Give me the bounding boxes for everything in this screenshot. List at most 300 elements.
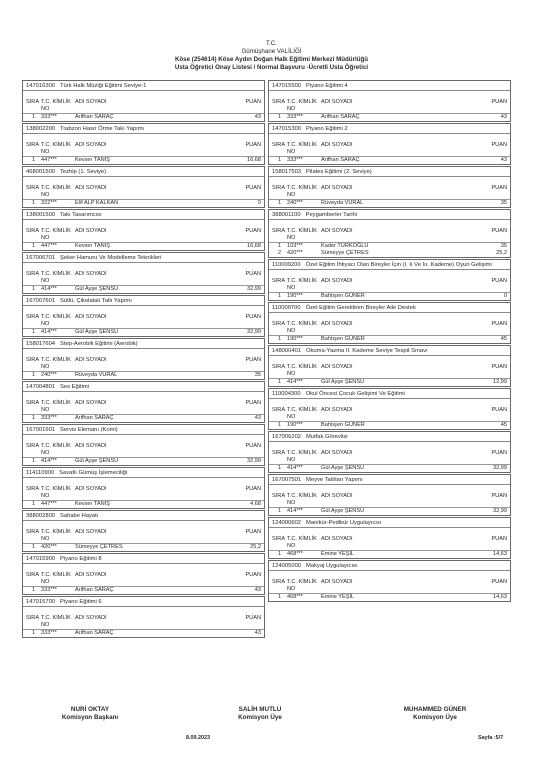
header-sira: SIRA	[272, 99, 286, 105]
course-title	[269, 561, 510, 571]
course-box	[22, 381, 265, 423]
course-name: Savatlı Gümüş İşlemeciliği	[59, 470, 128, 476]
document-date: 8.09.2023	[186, 735, 210, 741]
table-row	[23, 501, 264, 508]
course-box	[268, 80, 511, 122]
course-name: Özel Eğitim İhtiyacı Olan Bireyler İçin (I. Iı Ve Iıı. Kademe) Oyun Gelişimi	[305, 262, 492, 268]
cell-puan: 0	[503, 293, 507, 299]
column-header-row	[23, 142, 264, 157]
course-name: Mutfak Görevlisi	[306, 434, 348, 440]
header-ad: ADI SOYADI	[321, 278, 353, 284]
cell-ad: Gül Ayşe ŞENSU	[321, 465, 365, 471]
column-header-row	[269, 142, 510, 157]
header-puan: PUAN	[491, 185, 507, 191]
cell-tc: 190***	[287, 293, 303, 299]
header-puan: PUAN	[245, 443, 261, 449]
cell-tc: 447***	[41, 243, 57, 249]
cell-tc: 333***	[41, 114, 57, 120]
course-code: 468001500	[26, 169, 56, 175]
course-code: 147015500	[272, 83, 302, 89]
course-code: 167001601	[26, 427, 56, 433]
course-box	[22, 252, 265, 294]
header-ad: ADI SOYADI	[75, 185, 107, 191]
cell-tc: 103***	[287, 243, 303, 249]
course-code: 138001500	[26, 212, 56, 218]
course-title	[23, 253, 264, 263]
course-code: 147015900	[26, 556, 56, 562]
header-sira: SIRA	[272, 228, 286, 234]
header-puan: PUAN	[245, 486, 261, 492]
header-tc: T.C. KİMLİK NO	[287, 536, 317, 549]
header-ad: ADI SOYADI	[321, 364, 353, 370]
signature-2	[210, 706, 310, 722]
header-ad: ADI SOYADI	[75, 142, 107, 148]
cell-tc: 414***	[287, 508, 303, 514]
cell-tc: 414***	[41, 458, 57, 464]
header-sira: SIRA	[272, 493, 286, 499]
header-ad: ADI SOYADI	[75, 228, 107, 234]
column-header-row	[269, 450, 510, 465]
course-box	[268, 259, 511, 301]
table-row	[23, 372, 264, 379]
header-sira: SIRA	[272, 142, 286, 148]
course-box	[268, 345, 511, 387]
signature-name: NURİ OKTAY	[70, 706, 110, 713]
course-code: 147015700	[26, 599, 56, 605]
header-ad: ADI SOYADI	[75, 271, 107, 277]
cell-ad: Gül Ayşe ŞENSU	[321, 379, 365, 385]
column-header-row	[23, 486, 264, 501]
course-box	[22, 166, 265, 208]
header-puan: PUAN	[245, 314, 261, 320]
course-box	[268, 166, 511, 208]
course-name: Pilates Eğitimi (2. Seviye)	[306, 169, 372, 175]
course-code: 147016300	[26, 83, 56, 89]
table-row	[269, 200, 510, 207]
column-header-row	[23, 314, 264, 329]
cell-ad: Gül Ayşe ŞENSU	[321, 508, 365, 514]
header-sira: SIRA	[26, 615, 40, 621]
column-header-row	[269, 228, 510, 243]
course-box	[22, 467, 265, 509]
column-header-row	[23, 99, 264, 114]
header-puan: PUAN	[491, 407, 507, 413]
course-title	[269, 260, 510, 270]
course-title	[269, 124, 510, 134]
table-row	[23, 157, 264, 164]
cell-puan: 14,63	[493, 551, 507, 557]
cell-tc: 240***	[287, 200, 303, 206]
cell-sira: 1	[31, 501, 36, 507]
header-puan: PUAN	[491, 321, 507, 327]
header-sira: SIRA	[272, 407, 286, 413]
header-puan: PUAN	[245, 271, 261, 277]
header-sira: SIRA	[272, 450, 286, 456]
cell-sira: 2	[277, 250, 282, 256]
course-code: 167007501	[272, 477, 302, 483]
header-tc: T.C. KİMLİK NO	[41, 572, 71, 585]
signature-name: SALİH MUTLU	[238, 706, 282, 713]
course-name: Takı Tasarımcısı	[60, 212, 102, 218]
cell-puan: 4,68	[250, 501, 261, 507]
column-header-row	[269, 99, 510, 114]
header-tc: T.C. KİMLİK NO	[41, 529, 71, 542]
cell-ad: Gül Ayşe ŞENSU	[75, 286, 119, 292]
course-code: 147015300	[272, 126, 302, 132]
column-header-row	[23, 271, 264, 286]
signature-role: Komisyon Üye	[238, 714, 282, 721]
cell-tc: 468***	[287, 551, 303, 557]
header-sira: SIRA	[272, 321, 286, 327]
header-tc: T.C. KİMLİK NO	[287, 228, 317, 241]
course-title	[23, 554, 264, 564]
cell-puan: 43	[254, 630, 261, 636]
header-sira: SIRA	[26, 443, 40, 449]
header-ad: ADI SOYADI	[321, 185, 353, 191]
course-code: 148000401	[272, 348, 302, 354]
course-name: Manikür-Pedikür Uygulayıcısı	[306, 520, 382, 526]
cell-puan: 32,99	[493, 465, 507, 471]
course-box	[22, 209, 265, 251]
cell-sira: 1	[31, 544, 36, 550]
cell-ad: Rüveyda VURAL	[321, 200, 364, 206]
course-box	[22, 596, 265, 638]
column-header-row	[23, 443, 264, 458]
cell-puan: 43	[500, 157, 507, 163]
column-header-row	[23, 400, 264, 415]
cell-puan: 32,99	[247, 329, 261, 335]
course-name: Piyano Eğitimi 4	[306, 83, 348, 89]
header-tc: T.C. KİMLİK NO	[41, 357, 71, 370]
header-ad: ADI SOYADI	[75, 357, 107, 363]
header-ad: ADI SOYADI	[321, 228, 353, 234]
course-title	[23, 210, 264, 220]
cell-ad: Bahtışen GÜNER	[321, 422, 365, 428]
table-row	[23, 587, 264, 594]
column-header-row	[269, 321, 510, 336]
header-puan: PUAN	[491, 364, 507, 370]
header-ad: ADI SOYADI	[321, 450, 353, 456]
course-name: Step-Aerobik Eğitimi (Aerobik)	[60, 341, 138, 347]
course-name: Okul Öncesi Çocuk Gelişimi Ve Eğitimi	[305, 391, 405, 397]
cell-sira: 1	[277, 243, 282, 249]
cell-sira: 1	[277, 594, 282, 600]
header-tc: T.C. KİMLİK NO	[41, 228, 71, 241]
header-sira: SIRA	[26, 400, 40, 406]
header-tc: T.C. KİMLİK NO	[41, 314, 71, 327]
cell-tc: 333***	[41, 415, 57, 421]
course-box	[22, 80, 265, 122]
cell-sira: 1	[277, 508, 282, 514]
cell-tc: 468***	[287, 594, 303, 600]
header-tc: T.C. KİMLİK NO	[41, 443, 71, 456]
cell-ad: Rüveyda VURAL	[75, 372, 118, 378]
table-row	[269, 293, 510, 300]
cell-tc: 333***	[287, 114, 303, 120]
course-name: Piyano Eğitimi 6	[60, 599, 102, 605]
header-line-1: T.C.	[266, 40, 277, 47]
cell-tc: 333***	[41, 630, 57, 636]
cell-ad: Kevser TANIŞ	[75, 157, 110, 163]
cell-sira: 1	[277, 465, 282, 471]
table-row	[23, 458, 264, 465]
course-code: 167007601	[26, 298, 56, 304]
course-box	[22, 510, 265, 552]
header-tc: T.C. KİMLİK NO	[41, 99, 71, 112]
header-puan: PUAN	[491, 493, 507, 499]
course-name: Şeker Hamuru Ve Modelleme Teknikleri	[60, 255, 162, 261]
cell-puan: 45	[500, 422, 507, 428]
cell-puan: 43	[254, 114, 261, 120]
course-title	[23, 296, 264, 306]
column-header-row	[269, 407, 510, 422]
course-title	[269, 389, 510, 399]
header-ad: ADI SOYADI	[75, 400, 107, 406]
document-header	[0, 40, 543, 72]
table-row	[269, 114, 510, 121]
header-tc: T.C. KİMLİK NO	[287, 579, 317, 592]
cell-tc: 240***	[41, 372, 57, 378]
column-header-row	[23, 615, 264, 630]
header-puan: PUAN	[245, 357, 261, 363]
header-sira: SIRA	[272, 536, 286, 542]
course-code: 110009200	[272, 262, 301, 268]
header-sira: SIRA	[26, 529, 40, 535]
column-header-row	[23, 185, 264, 200]
cell-puan: 43	[254, 415, 261, 421]
left-column	[22, 80, 265, 639]
header-sira: SIRA	[26, 486, 40, 492]
cell-puan: 43	[254, 587, 261, 593]
course-title	[269, 518, 510, 528]
header-ad: ADI SOYADI	[75, 615, 107, 621]
header-ad: ADI SOYADI	[75, 443, 107, 449]
cell-ad: Kevser TANIŞ	[75, 243, 110, 249]
column-header-row	[23, 228, 264, 243]
cell-ad: Gül Ayşe ŞENSU	[75, 329, 119, 335]
cell-puan: 12,99	[493, 379, 507, 385]
cell-ad: Gül Ayşe ŞENSU	[75, 458, 119, 464]
course-title	[23, 468, 264, 478]
cell-puan: 35	[500, 243, 507, 249]
course-code: 167006701	[26, 255, 56, 261]
cell-ad: Arifhan SARAÇ	[321, 114, 360, 120]
header-sira: SIRA	[26, 142, 40, 148]
column-header-row	[269, 493, 510, 508]
cell-sira: 1	[31, 114, 36, 120]
right-column	[268, 80, 511, 603]
cell-puan: 16,68	[247, 157, 261, 163]
header-sira: SIRA	[26, 185, 40, 191]
header-tc: T.C. KİMLİK NO	[287, 142, 317, 155]
course-code: 388002800	[26, 513, 56, 519]
cell-ad: Emine YEŞİL	[321, 594, 355, 600]
cell-sira: 1	[31, 372, 36, 378]
course-code: 147004801	[26, 384, 56, 390]
header-tc: T.C. KİMLİK NO	[287, 364, 317, 377]
cell-tc: 190***	[287, 422, 303, 428]
cell-ad: Emine YEŞİL	[321, 551, 355, 557]
header-ad: ADI SOYADI	[75, 314, 107, 320]
header-sira: SIRA	[26, 228, 40, 234]
cell-puan: 32,99	[247, 458, 261, 464]
column-header-row	[23, 357, 264, 372]
course-name: Trabzon Hasır Örme Takı Yapımı	[60, 126, 145, 132]
cell-puan: 0	[257, 200, 261, 206]
course-box	[268, 431, 511, 473]
page-number: Sayfa :5/7	[478, 735, 504, 741]
header-puan: PUAN	[491, 450, 507, 456]
cell-puan: 25,2	[250, 544, 261, 550]
header-puan: PUAN	[491, 579, 507, 585]
header-sira: SIRA	[26, 357, 40, 363]
course-title	[23, 382, 264, 392]
course-title	[23, 124, 264, 134]
cell-tc: 333***	[287, 157, 303, 163]
header-line-3: Köse (254614) Köse Aydın Doğan Halk Eğitimi Merkezi Müdürlüğü	[174, 56, 369, 63]
header-tc: T.C. KİMLİK NO	[287, 493, 317, 506]
header-tc: T.C. KİMLİK NO	[287, 99, 317, 112]
course-box	[268, 123, 511, 165]
course-code: 388001100	[272, 212, 301, 218]
course-title	[269, 303, 510, 313]
header-ad: ADI SOYADI	[321, 99, 353, 105]
course-title	[269, 167, 510, 177]
cell-ad: Arifhan SARAÇ	[321, 157, 360, 163]
cell-ad: Arifhan SARAÇ	[75, 114, 114, 120]
course-code: 158017503	[272, 169, 302, 175]
table-row	[269, 250, 510, 257]
header-ad: ADI SOYADI	[321, 493, 353, 499]
course-name: Piyano Eğitimi 8	[60, 556, 102, 562]
table-row	[269, 594, 510, 601]
header-puan: PUAN	[491, 99, 507, 105]
course-title	[269, 432, 510, 442]
header-tc: T.C. KİMLİK NO	[287, 407, 317, 420]
course-title	[23, 81, 264, 91]
cell-puan: 16,68	[247, 243, 261, 249]
header-puan: PUAN	[491, 536, 507, 542]
course-name: Makyaj Uygulayıcısı	[306, 563, 358, 569]
cell-ad: Sümeyye ÇETRES	[75, 544, 123, 550]
table-row	[269, 422, 510, 429]
cell-tc: 447***	[41, 501, 57, 507]
header-sira: SIRA	[272, 579, 286, 585]
cell-ad: Bahtışen GÜNER	[321, 336, 365, 342]
course-box	[268, 517, 511, 559]
course-title	[23, 597, 264, 607]
course-code: 124000602	[272, 520, 302, 526]
table-row	[269, 157, 510, 164]
column-header-row	[269, 364, 510, 379]
cell-tc: 420***	[287, 250, 303, 256]
header-ad: ADI SOYADI	[321, 321, 353, 327]
cell-puan: 35	[254, 372, 261, 378]
table-row	[269, 336, 510, 343]
table-row	[23, 114, 264, 121]
course-title	[23, 167, 264, 177]
cell-sira: 1	[31, 587, 36, 593]
header-puan: PUAN	[245, 529, 261, 535]
cell-puan: 43	[500, 114, 507, 120]
header-tc: T.C. KİMLİK NO	[41, 142, 71, 155]
course-box	[268, 388, 511, 430]
header-puan: PUAN	[245, 142, 261, 148]
course-name: Meyve Tatlıları Yapımı	[306, 477, 363, 483]
cell-ad: Bahtışen GÜNER	[321, 293, 365, 299]
course-code: 124005000	[272, 563, 302, 569]
course-title	[23, 511, 264, 521]
header-tc: T.C. KİMLİK NO	[41, 486, 71, 499]
header-tc: T.C. KİMLİK NO	[287, 278, 317, 291]
course-box	[268, 560, 511, 602]
course-title	[269, 210, 510, 220]
header-sira: SIRA	[26, 572, 40, 578]
header-sira: SIRA	[26, 271, 40, 277]
header-line-4: Usta Öğretici Onay Listesi / Normal Başvuru -Ücretli Usta Öğretici	[174, 64, 369, 71]
cell-sira: 1	[31, 630, 36, 636]
signature-1	[40, 706, 140, 722]
column-header-row	[269, 185, 510, 200]
cell-sira: 1	[31, 157, 36, 163]
header-tc: T.C. KİMLİK NO	[41, 400, 71, 413]
cell-tc: 322***	[41, 200, 57, 206]
cell-tc: 414***	[41, 329, 57, 335]
column-header-row	[269, 278, 510, 293]
column-header-row	[23, 529, 264, 544]
header-tc: T.C. KİMLİK NO	[287, 185, 317, 198]
header-tc: T.C. KİMLİK NO	[287, 321, 317, 334]
table-row	[269, 465, 510, 472]
cell-tc: 414***	[287, 465, 303, 471]
header-ad: ADI SOYADI	[321, 536, 353, 542]
cell-sira: 1	[277, 551, 282, 557]
cell-puan: 25,2	[496, 250, 507, 256]
course-title	[269, 81, 510, 91]
cell-tc: 333***	[41, 587, 57, 593]
header-ad: ADI SOYADI	[321, 579, 353, 585]
header-tc: T.C. KİMLİK NO	[41, 185, 71, 198]
table-row	[269, 508, 510, 515]
course-name: Okuma-Yazma II. Kademe Seviye Tespit Sınavı	[306, 348, 428, 354]
course-name: Türk Halk Müziği Eğitimi Seviye-1	[60, 83, 147, 89]
header-puan: PUAN	[245, 400, 261, 406]
cell-sira: 1	[31, 329, 36, 335]
header-ad: ADI SOYADI	[75, 572, 107, 578]
header-puan: PUAN	[245, 99, 261, 105]
course-name: Sütlü, Çikolatalı Tatlı Yapımı	[60, 298, 132, 304]
table-row	[23, 329, 264, 336]
header-line-2: Gümüşhane VALİLİĞİ	[241, 48, 302, 55]
cell-puan: 14,63	[493, 594, 507, 600]
table-row	[23, 243, 264, 250]
table-row	[23, 200, 264, 207]
course-name: Özel Eğitim Gerektiren Bireyler Aile Destek	[305, 305, 416, 311]
cell-sira: 1	[277, 293, 282, 299]
course-title	[269, 346, 510, 356]
header-ad: ADI SOYADI	[321, 407, 353, 413]
course-box	[268, 474, 511, 516]
course-name: Sahabe Hayatı	[60, 513, 99, 519]
table-row	[23, 286, 264, 293]
cell-ad: Kader TÜRKOĞLU	[321, 243, 369, 249]
cell-ad: Elif ALP KALKAN	[75, 200, 119, 206]
header-puan: PUAN	[245, 615, 261, 621]
cell-sira: 1	[277, 157, 282, 163]
cell-ad: Sümeyye ÇETRES	[321, 250, 369, 256]
cell-sira: 1	[31, 286, 36, 292]
header-puan: PUAN	[245, 228, 261, 234]
